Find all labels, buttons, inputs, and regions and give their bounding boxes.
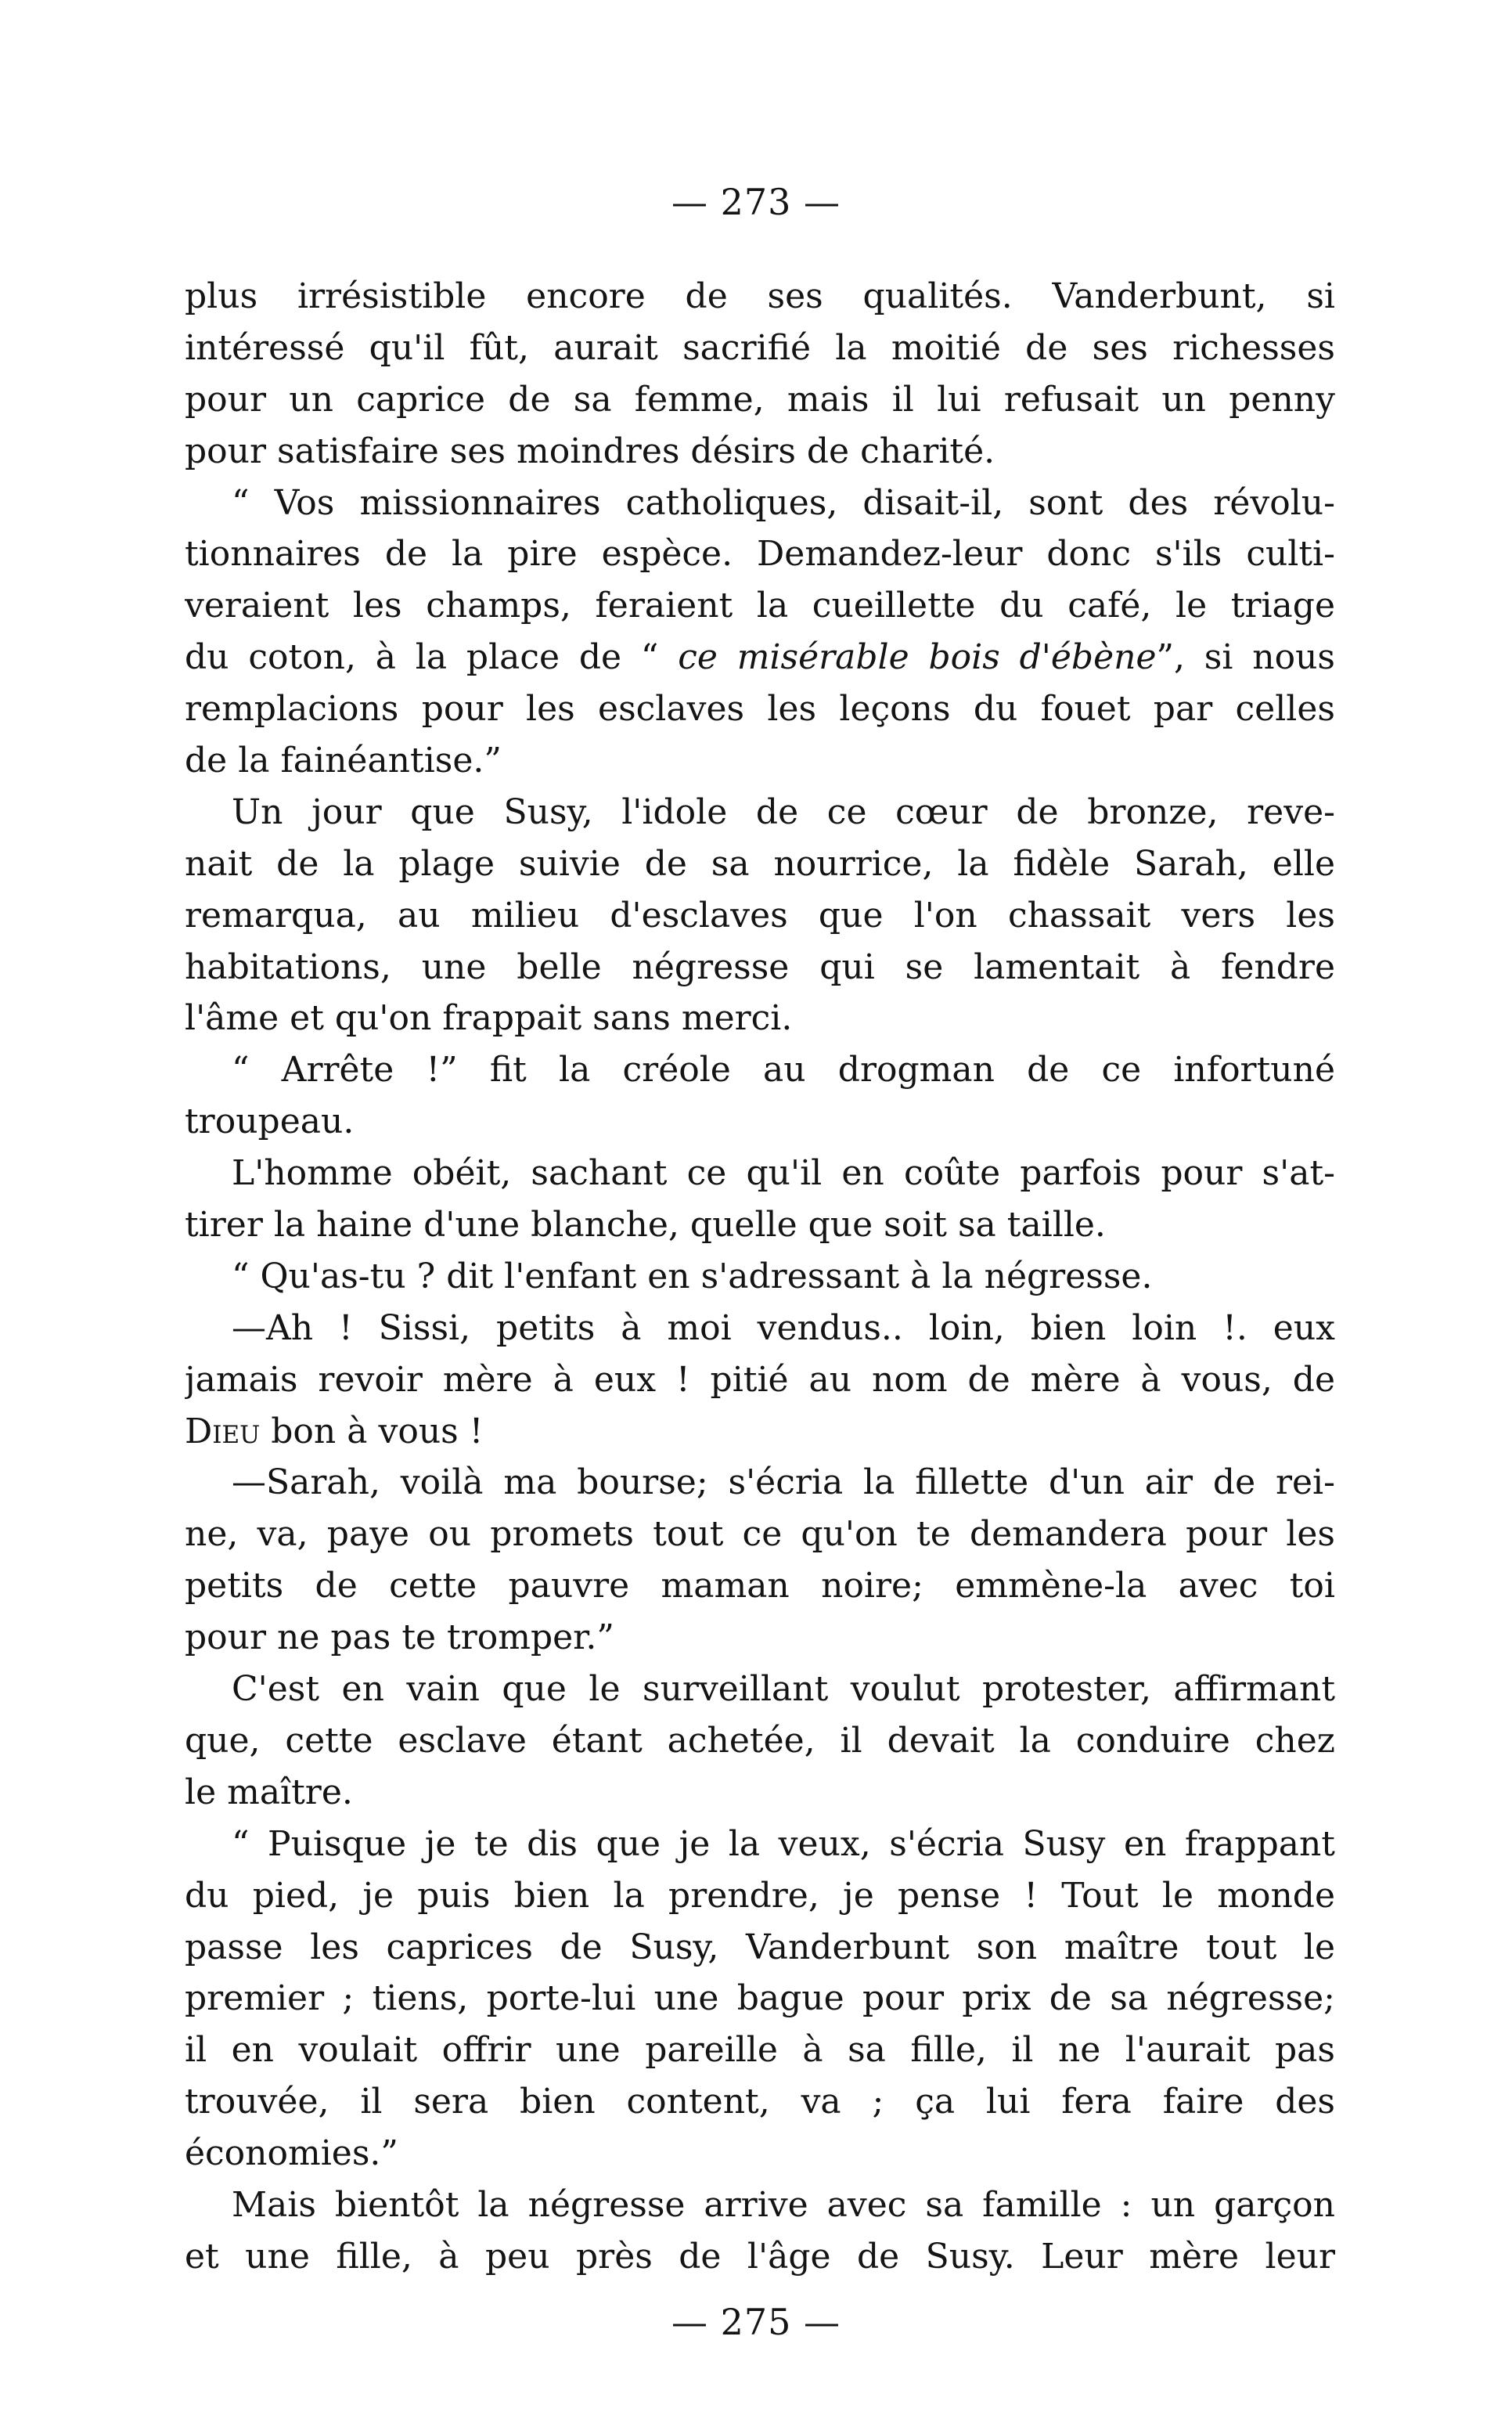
text-segment: du coton, à la place de “ (185, 637, 679, 678)
text-line: remplacions pour les esclaves les leçons du fouet par celles (185, 689, 1335, 730)
text-segment: ”, si nous (1156, 637, 1335, 678)
text-line: du pied, je puis bien la prendre, je pense ! Tout le monde (185, 1875, 1335, 1916)
text-line: pour un caprice de sa femme, mais il lui refusait un penny (185, 379, 1335, 420)
text-line: économies.” (185, 2133, 398, 2174)
text-line (185, 632, 1335, 683)
text-line: nait de la plage suivie de sa nourrice, la fidèle Sarah, elle (185, 843, 1335, 884)
page-footer: — 275 — (671, 2301, 841, 2343)
text-line: trouvée, il sera bien content, va ; ça lui fera faire des (185, 2082, 1335, 2122)
text-line: habitations, une belle négresse qui se lamentait à fendre (185, 946, 1335, 987)
page-body (185, 271, 1335, 2283)
text-line: que, cette esclave étant achetée, il devait la conduire chez (185, 1720, 1335, 1761)
text-line: veraient les champs, feraient la cueillette du café, le triage (185, 586, 1335, 626)
text-line: pour satisfaire ses moindres désirs de charité. (185, 431, 995, 471)
text-line: “ Vos missionnaires catholiques, disait-il, sont des révolu- (232, 482, 1335, 523)
text-line: jamais revoir mère à eux ! pitié au nom de mère à vous, de (185, 1359, 1335, 1400)
text-line: le maître. (185, 1772, 353, 1812)
text-line: Un jour que Susy, l'idole de ce cœur de bronze, reve- (232, 791, 1335, 832)
text-line: il en voulait offrir une pareille à sa fille, il ne l'aurait pas (185, 2030, 1335, 2071)
text-line: tirer la haine d'une blanche, quelle que soit sa taille. (185, 1205, 1106, 1246)
text-line: pour ne pas te tromper.” (185, 1617, 614, 1658)
text-line: de la fainéantise.” (185, 741, 502, 781)
text-line: passe les caprices de Susy, Vanderbunt son maître tout le (185, 1927, 1335, 1967)
text-segment: bon à vous ! (260, 1411, 484, 1451)
text-segment: Dieu (185, 1411, 261, 1451)
text-line: —Ah ! Sissi, petits à moi vendus.. loin, bien loin !. eux (232, 1307, 1335, 1348)
text-line: L'homme obéit, sachant ce qu'il en coûte parfois pour s'at- (232, 1153, 1335, 1194)
text-line: et une fille, à peu près de l'âge de Susy. Leur mère leur (185, 2236, 1335, 2277)
text-line: troupeau. (185, 1101, 355, 1142)
text-line: plus irrésistible encore de ses qualités. Vanderbunt, si (185, 276, 1335, 316)
text-line: —Sarah, voilà ma bourse; s'écria la fillette d'un air de rei- (232, 1462, 1335, 1503)
text-line: C'est en vain que le surveillant voulut protester, affirmant (232, 1669, 1335, 1710)
text-line: tionnaires de la pire espèce. Demandez-leur donc s'ils culti- (185, 534, 1335, 575)
text-line: ne, va, paye ou promets tout ce qu'on te demandera pour les (185, 1514, 1335, 1555)
page-header: — 273 — (671, 181, 841, 223)
text-line (185, 1406, 1335, 1458)
text-line: “ Puisque je te dis que je la veux, s'écria Susy en frappant (232, 1823, 1335, 1864)
text-line: remarqua, au milieu d'esclaves que l'on chassait vers les (185, 895, 1335, 936)
text-segment: ce misérable bois d'ébène (678, 637, 1157, 678)
text-line: “ Qu'as-tu ? dit l'enfant en s'adressant à la négresse. (232, 1256, 1153, 1296)
text-line: petits de cette pauvre maman noire; emmène-la avec toi (185, 1566, 1335, 1606)
text-line: intéressé qu'il fût, aurait sacrifié la moitié de ses richesses (185, 327, 1335, 368)
text-line: premier ; tiens, porte-lui une bague pour prix de sa négresse; (185, 1978, 1335, 2019)
text-line: “ Arrête !” fit la créole au drogman de ce infortuné (232, 1050, 1335, 1091)
text-line: Mais bientôt la négresse arrive avec sa famille : un garçon (232, 2184, 1335, 2225)
text-line: l'âme et qu'on frappait sans merci. (185, 998, 793, 1039)
